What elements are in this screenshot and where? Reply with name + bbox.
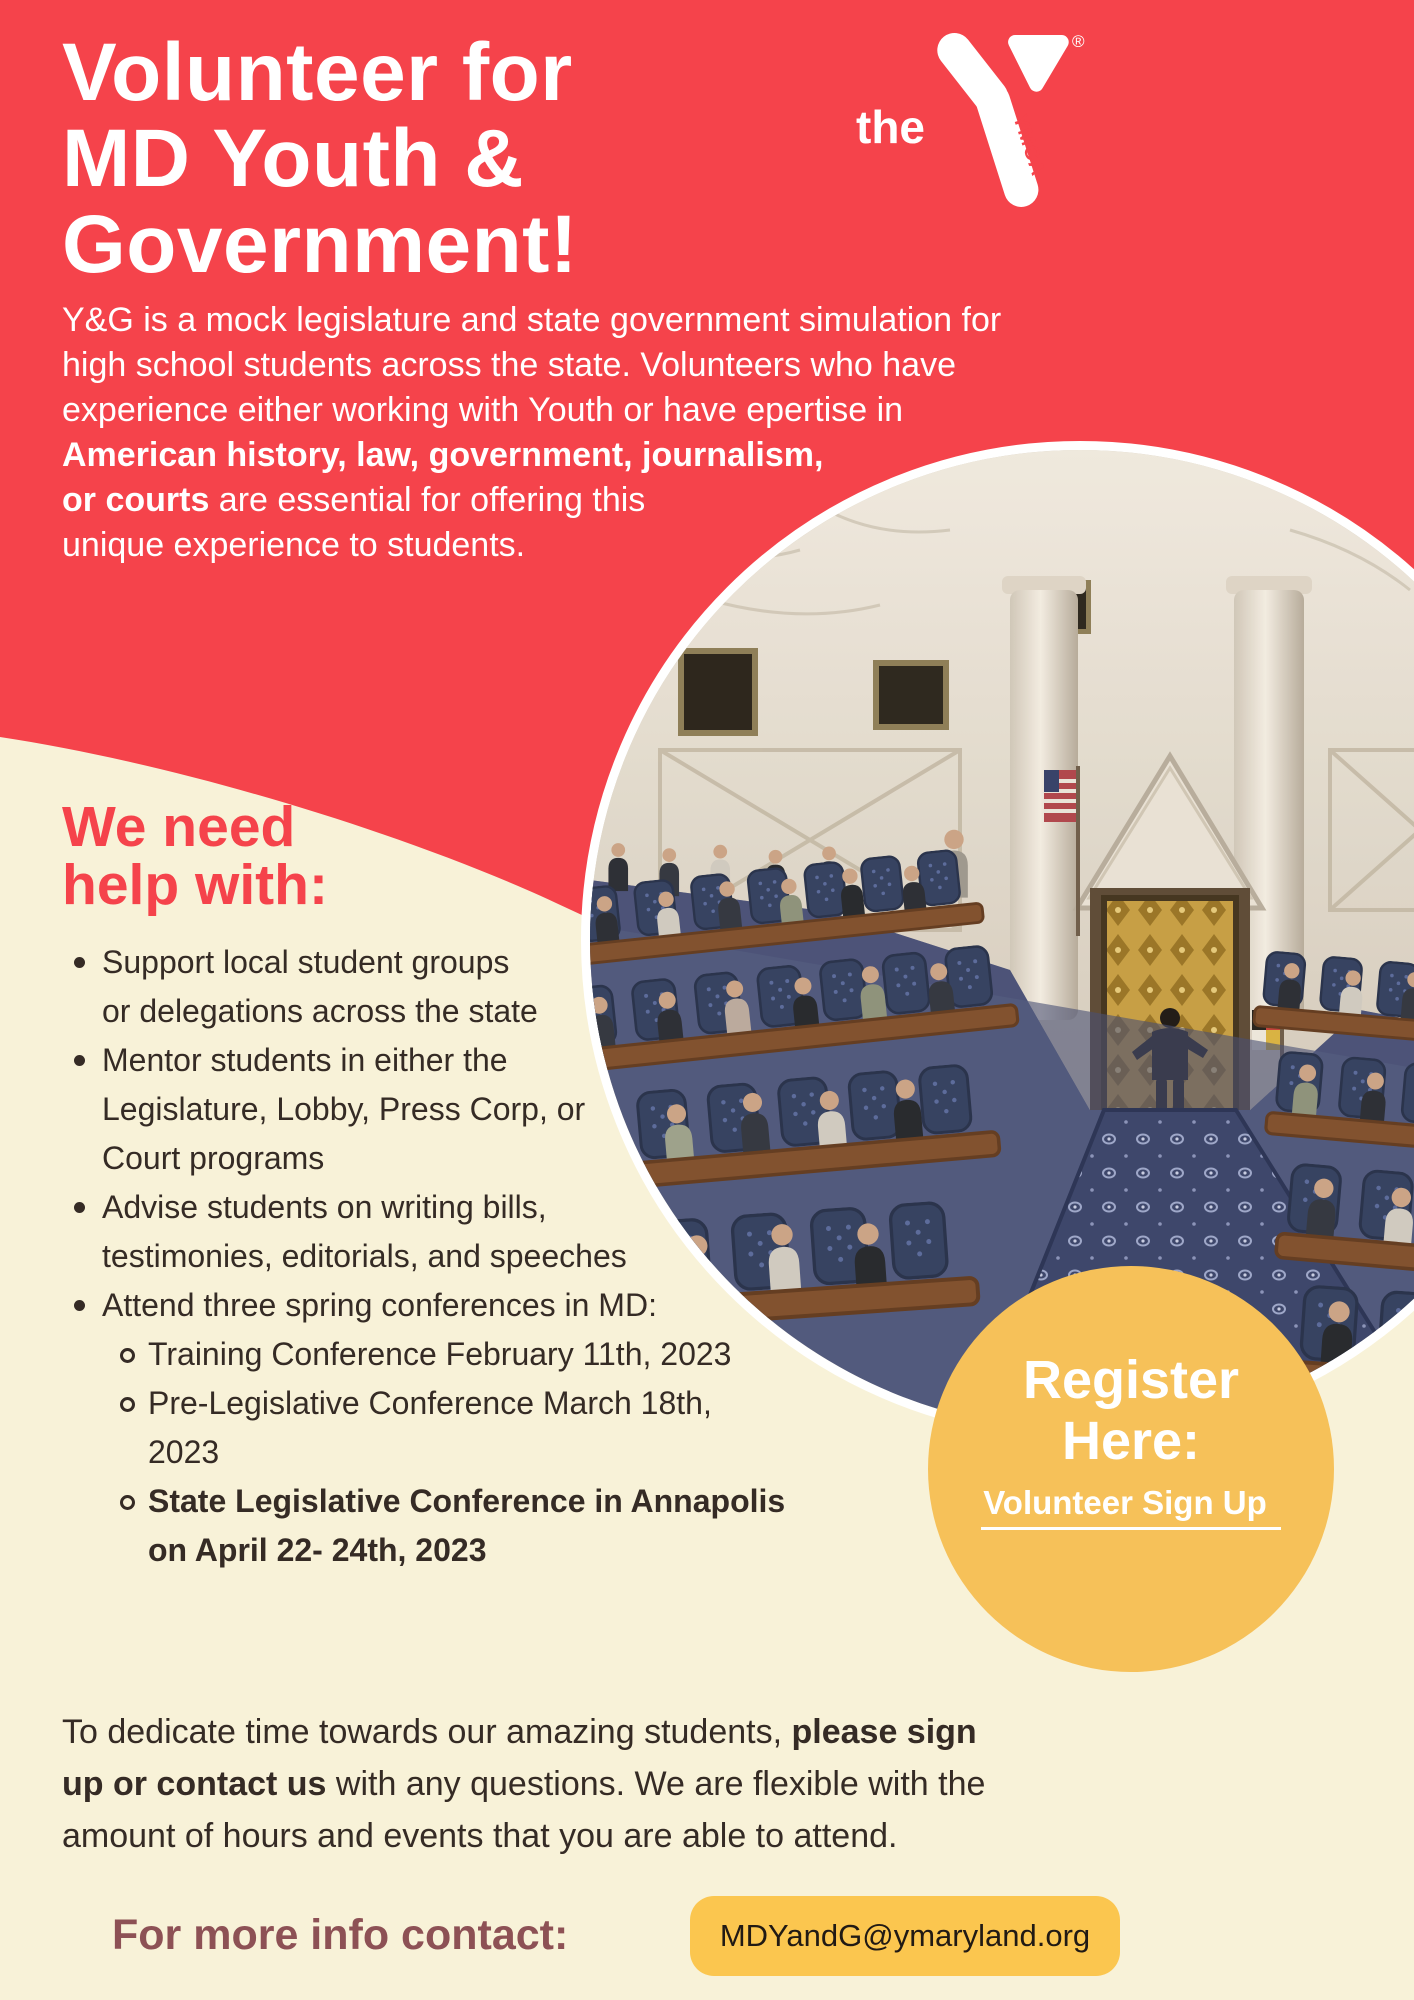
bullet-marker-icon: [110, 1330, 148, 1379]
help-bullet-list: [64, 938, 864, 1575]
ymca-y-logo-icon: [930, 30, 1072, 212]
list-item: [110, 1379, 864, 1477]
bullet-marker-icon: [64, 938, 102, 1036]
closing-paragraph: To dedicate time towards our amazing students, please sign up or contact us with any questions. We are flexible with the amount of hours and events that you are able to attend.: [62, 1713, 986, 1855]
list-item: [64, 1183, 864, 1281]
bullet-marker-icon: [110, 1477, 148, 1575]
logo-the-text: the: [856, 101, 925, 153]
register-heading: Register Here:: [1022, 1350, 1240, 1471]
list-item: [64, 938, 864, 1036]
bullet-marker-icon: [64, 1281, 102, 1330]
list-item-text: Mentor students in either the Legislature, Lobby, Press Corp, or Court programs: [102, 1042, 586, 1176]
list-item-text: Advise students on writing bills, testimonies, editorials, and speeches: [102, 1189, 627, 1274]
list-item: [110, 1330, 864, 1379]
list-item-text: Pre-Legislative Conference March 18th, 2023: [148, 1385, 712, 1470]
bullet-marker-icon: [110, 1379, 148, 1477]
register-circle: [928, 1266, 1334, 1672]
volunteer-signup-link[interactable]: Volunteer Sign Up: [981, 1484, 1281, 1530]
page-title: Volunteer for MD Youth & Government!: [62, 27, 578, 290]
list-item: [64, 1281, 864, 1330]
list-item-text: Support local student groups or delegations across the state: [102, 944, 538, 1029]
bullet-marker-icon: [64, 1183, 102, 1281]
contact-label: For more info contact:: [112, 1911, 569, 1959]
list-item: [110, 1477, 864, 1575]
list-item: [64, 1036, 864, 1183]
intro-paragraph: Y&G is a mock legislature and state government simulation for high school students across the state. Volunteers who have experience either working with Youth or have epertise in American history, law, government, journalism, or courts are essential for offering this unique experience to students.: [62, 301, 1002, 564]
bullet-marker-icon: [64, 1036, 102, 1183]
contact-email-pill[interactable]: MDYandG@ymaryland.org: [690, 1896, 1120, 1976]
list-item-text: Training Conference February 11th, 2023: [148, 1336, 732, 1372]
list-item-text: State Legislative Conference in Annapolis on April 22- 24th, 2023: [148, 1483, 786, 1568]
registered-trademark-icon: ®: [1072, 32, 1085, 51]
ymca-text: YMCA: [1008, 111, 1049, 179]
help-heading: We need help with:: [62, 795, 328, 917]
list-item-text: Attend three spring conferences in MD:: [102, 1287, 657, 1323]
